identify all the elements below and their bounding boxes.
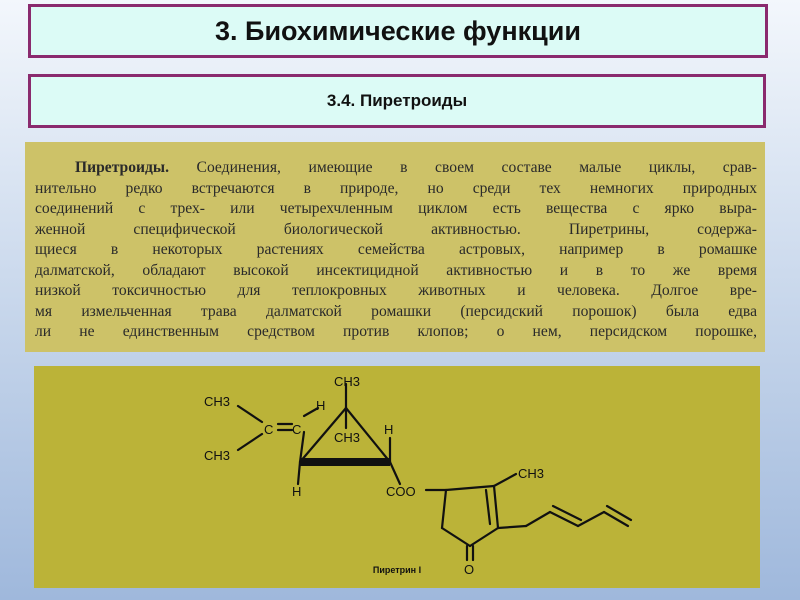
- label-ch3-top: CH3: [334, 374, 361, 389]
- label-ch3-inner: CH3: [334, 430, 361, 445]
- section-title-banner: [28, 74, 766, 128]
- bond: [494, 474, 516, 486]
- bond: [238, 434, 262, 450]
- bond: [486, 490, 490, 524]
- lead-term: Пиретроиды.: [75, 159, 169, 176]
- bond: [470, 528, 498, 546]
- bond: [498, 526, 526, 528]
- structure-caption: Пиретрин I: [372, 565, 422, 575]
- label-c-eq: C: [292, 422, 302, 437]
- label-c-atom: C: [264, 422, 274, 437]
- bond: [390, 462, 400, 484]
- text-line: соединений с трех- или четырехчленным циклом есть вещества с ярко выра-: [35, 200, 757, 217]
- cyclopropane-wedge-bond: [300, 458, 390, 466]
- pyrethrin-structure: [34, 366, 760, 588]
- label-ch3-left-bottom: CH3: [204, 448, 231, 463]
- label-ch3-right: CH3: [518, 466, 545, 481]
- label-h-top: H: [316, 398, 326, 413]
- bond: [607, 506, 631, 520]
- bond: [553, 506, 581, 520]
- label-h-bottom: H: [292, 484, 302, 499]
- slide-title-banner: [28, 4, 768, 58]
- bond: [442, 490, 446, 528]
- section-title: 3.4. Пиретроиды: [326, 91, 468, 110]
- bond: [550, 512, 578, 526]
- label-ch3-left-top: CH3: [204, 394, 231, 409]
- bond: [604, 512, 628, 526]
- structure-figure-panel: [34, 366, 760, 588]
- label-h-right: H: [384, 422, 394, 437]
- bond: [298, 462, 300, 484]
- bond: [238, 406, 262, 422]
- bond: [578, 512, 604, 526]
- text-line: нительно редко встречаются в природе, но среди тех немногих природных: [35, 179, 757, 197]
- scanned-text-panel: [25, 142, 765, 352]
- label-ketone-o: O: [464, 562, 475, 577]
- bond: [494, 486, 498, 528]
- text-line: мя измельченная трава далматской ромашки (персидский порошок) была едва: [35, 302, 757, 320]
- text-line: щиеся в некоторых растениях семейства астровых, например в ромашке: [35, 241, 757, 258]
- bond: [526, 512, 550, 526]
- bond: [442, 528, 470, 546]
- text-line: женной специфической биологической активностью. Пиретрины, содержа-: [35, 220, 757, 238]
- slide-title: 3. Биохимические функции: [215, 15, 581, 46]
- text-line: далматской, обладают высокой инсектицидной активностью и в то же время: [35, 261, 757, 279]
- text-line: ли не единственным средством против клопов; о нем, персидском порошке,: [35, 323, 757, 340]
- text-line: низкой токсичностью для теплокровных животных и человека. Долгое вре-: [35, 282, 757, 299]
- text-line: Пиретроиды. Соединения, имеющие в своем составе малые циклы, срав-: [75, 159, 757, 176]
- label-coo: COO: [386, 484, 416, 499]
